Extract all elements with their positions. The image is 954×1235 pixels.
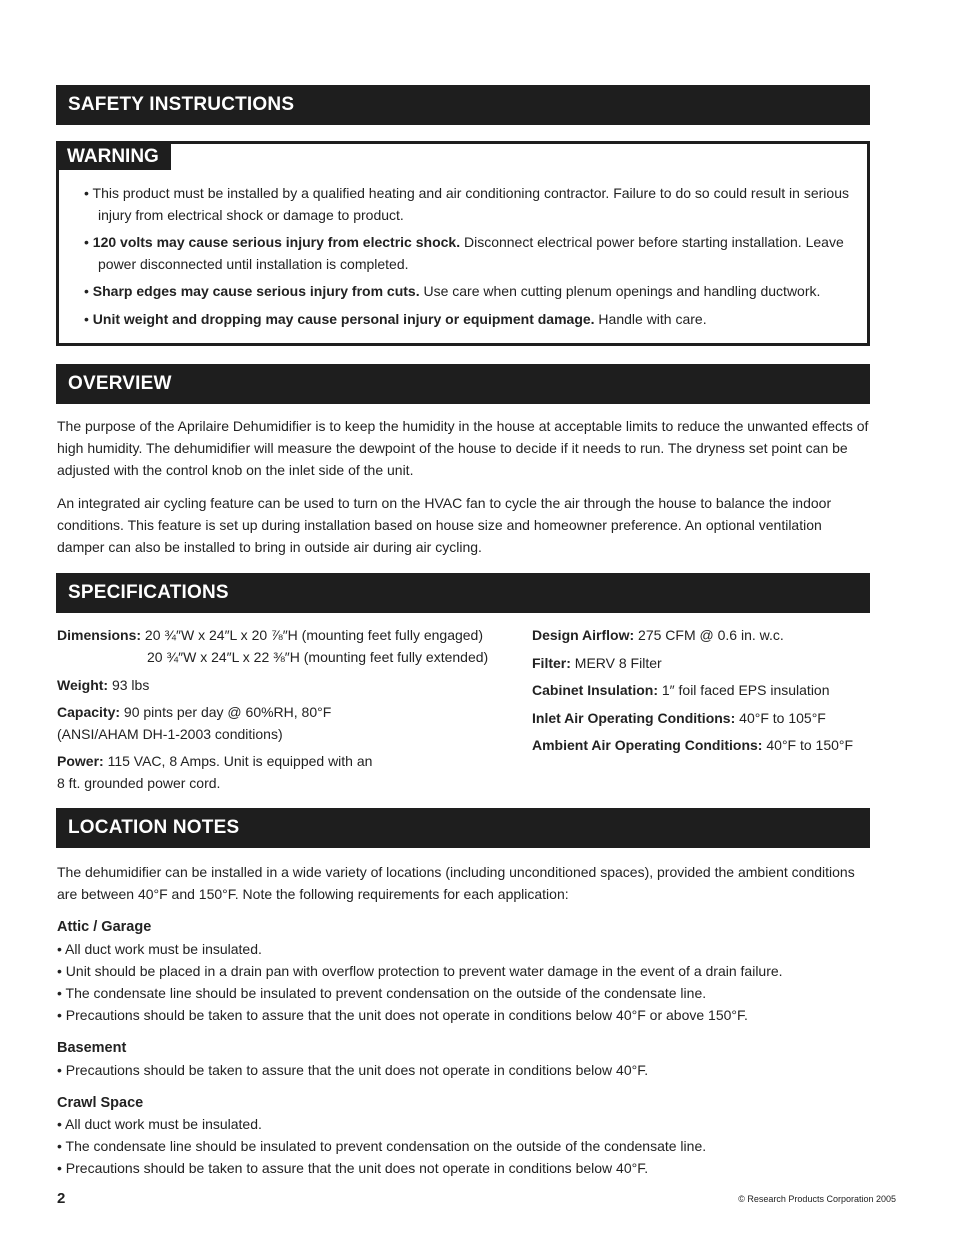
warning-label: WARNING bbox=[59, 144, 171, 170]
overview-paragraph-1: The purpose of the Aprilaire Dehumidifier is to keep the humidity in the house at acceptable limits to reduce the unwanted effects of high humidity. The dehumidifier will measure the dewpoint of the house to decide if it needs to run. The dryness set point can be adjusted with the control knob on the inlet side of the unit. bbox=[57, 418, 869, 478]
list-item: • Precautions should be taken to assure that the unit does not operate in conditions below 40°F. bbox=[57, 1062, 649, 1078]
spec-dimensions-line2: 20 ¾″W x 24″L x 22 ⅜″H (mounting feet fully extended) bbox=[147, 649, 489, 665]
location-intro: The dehumidifier can be installed in a wide variety of locations (including unconditioned spaces), provided the ambient conditions are between 40°F and 150°F. Note the following requirements for each application: bbox=[57, 864, 855, 902]
list-item: • All duct work must be insulated. bbox=[57, 941, 262, 957]
spec-weight: Weight: 93 lbs bbox=[57, 677, 150, 693]
overview-paragraph-2: An integrated air cycling feature can be used to turn on the HVAC fan to cycle the air through the house to balance the indoor conditions. This feature is set up during installation based on house size and homeowner preference. An optional ventilation damper can also be installed to bring in outside air during air cycling. bbox=[57, 495, 832, 555]
spec-dimensions: Dimensions: 20 ¾″W x 24″L x 20 ⅞″H (mounting feet fully engaged) bbox=[57, 627, 483, 643]
list-item: • Precautions should be taken to assure that the unit does not operate in conditions below 40°F. bbox=[57, 1160, 649, 1176]
safety-instructions-heading: SAFETY INSTRUCTIONS bbox=[56, 85, 870, 125]
list-item: • All duct work must be insulated. bbox=[57, 1116, 262, 1132]
page-number: 2 bbox=[57, 1190, 66, 1207]
list-item: • Precautions should be taken to assure that the unit does not operate in conditions below 40°F or above 150°F. bbox=[57, 1007, 748, 1023]
copyright-notice: © Research Products Corporation 2005 bbox=[738, 1194, 896, 1204]
spec-ambient-conditions: Ambient Air Operating Conditions: 40°F to 150°F bbox=[532, 737, 854, 753]
warning-item: • Unit weight and dropping may cause personal injury or equipment damage. Handle with care. bbox=[84, 311, 707, 327]
list-item: • The condensate line should be insulated to prevent condensation on the outside of the condensate line. bbox=[57, 985, 707, 1001]
spec-power: Power: 115 VAC, 8 Amps. Unit is equipped with an bbox=[57, 753, 373, 769]
crawl-space-heading: Crawl Space bbox=[57, 1095, 144, 1111]
warning-item: • This product must be installed by a qualified heating and air conditioning contractor. Failure to do so could result in serious injury from electrical shock or damage to product. bbox=[84, 185, 849, 223]
warning-box bbox=[56, 141, 870, 346]
spec-inlet-conditions: Inlet Air Operating Conditions: 40°F to 105°F bbox=[532, 710, 826, 726]
specifications-heading: SPECIFICATIONS bbox=[56, 573, 870, 613]
list-item: • The condensate line should be insulated to prevent condensation on the outside of the condensate line. bbox=[57, 1138, 707, 1154]
spec-airflow: Design Airflow: 275 CFM @ 0.6 in. w.c. bbox=[532, 627, 784, 643]
spec-capacity-line2: (ANSI/AHAM DH-1-2003 conditions) bbox=[57, 726, 283, 742]
spec-power-line2: 8 ft. grounded power cord. bbox=[57, 775, 221, 791]
warning-item: • Sharp edges may cause serious injury from cuts. Use care when cutting plenum openings and handling ductwork. bbox=[84, 283, 821, 299]
basement-heading: Basement bbox=[57, 1040, 127, 1056]
overview-heading: OVERVIEW bbox=[56, 364, 870, 404]
attic-garage-heading: Attic / Garage bbox=[57, 919, 152, 935]
spec-filter: Filter: MERV 8 Filter bbox=[532, 655, 662, 671]
spec-capacity: Capacity: 90 pints per day @ 60%RH, 80°F bbox=[57, 704, 332, 720]
location-notes-heading: LOCATION NOTES bbox=[56, 808, 870, 848]
spec-insulation: Cabinet Insulation: 1″ foil faced EPS insulation bbox=[532, 682, 830, 698]
list-item: • Unit should be placed in a drain pan with overflow protection to prevent water damage in the event of a drain failure. bbox=[57, 963, 783, 979]
warning-item: • 120 volts may cause serious injury from electric shock. Disconnect electrical power before starting installation. Leave power disconnected until installation is completed. bbox=[84, 234, 844, 272]
